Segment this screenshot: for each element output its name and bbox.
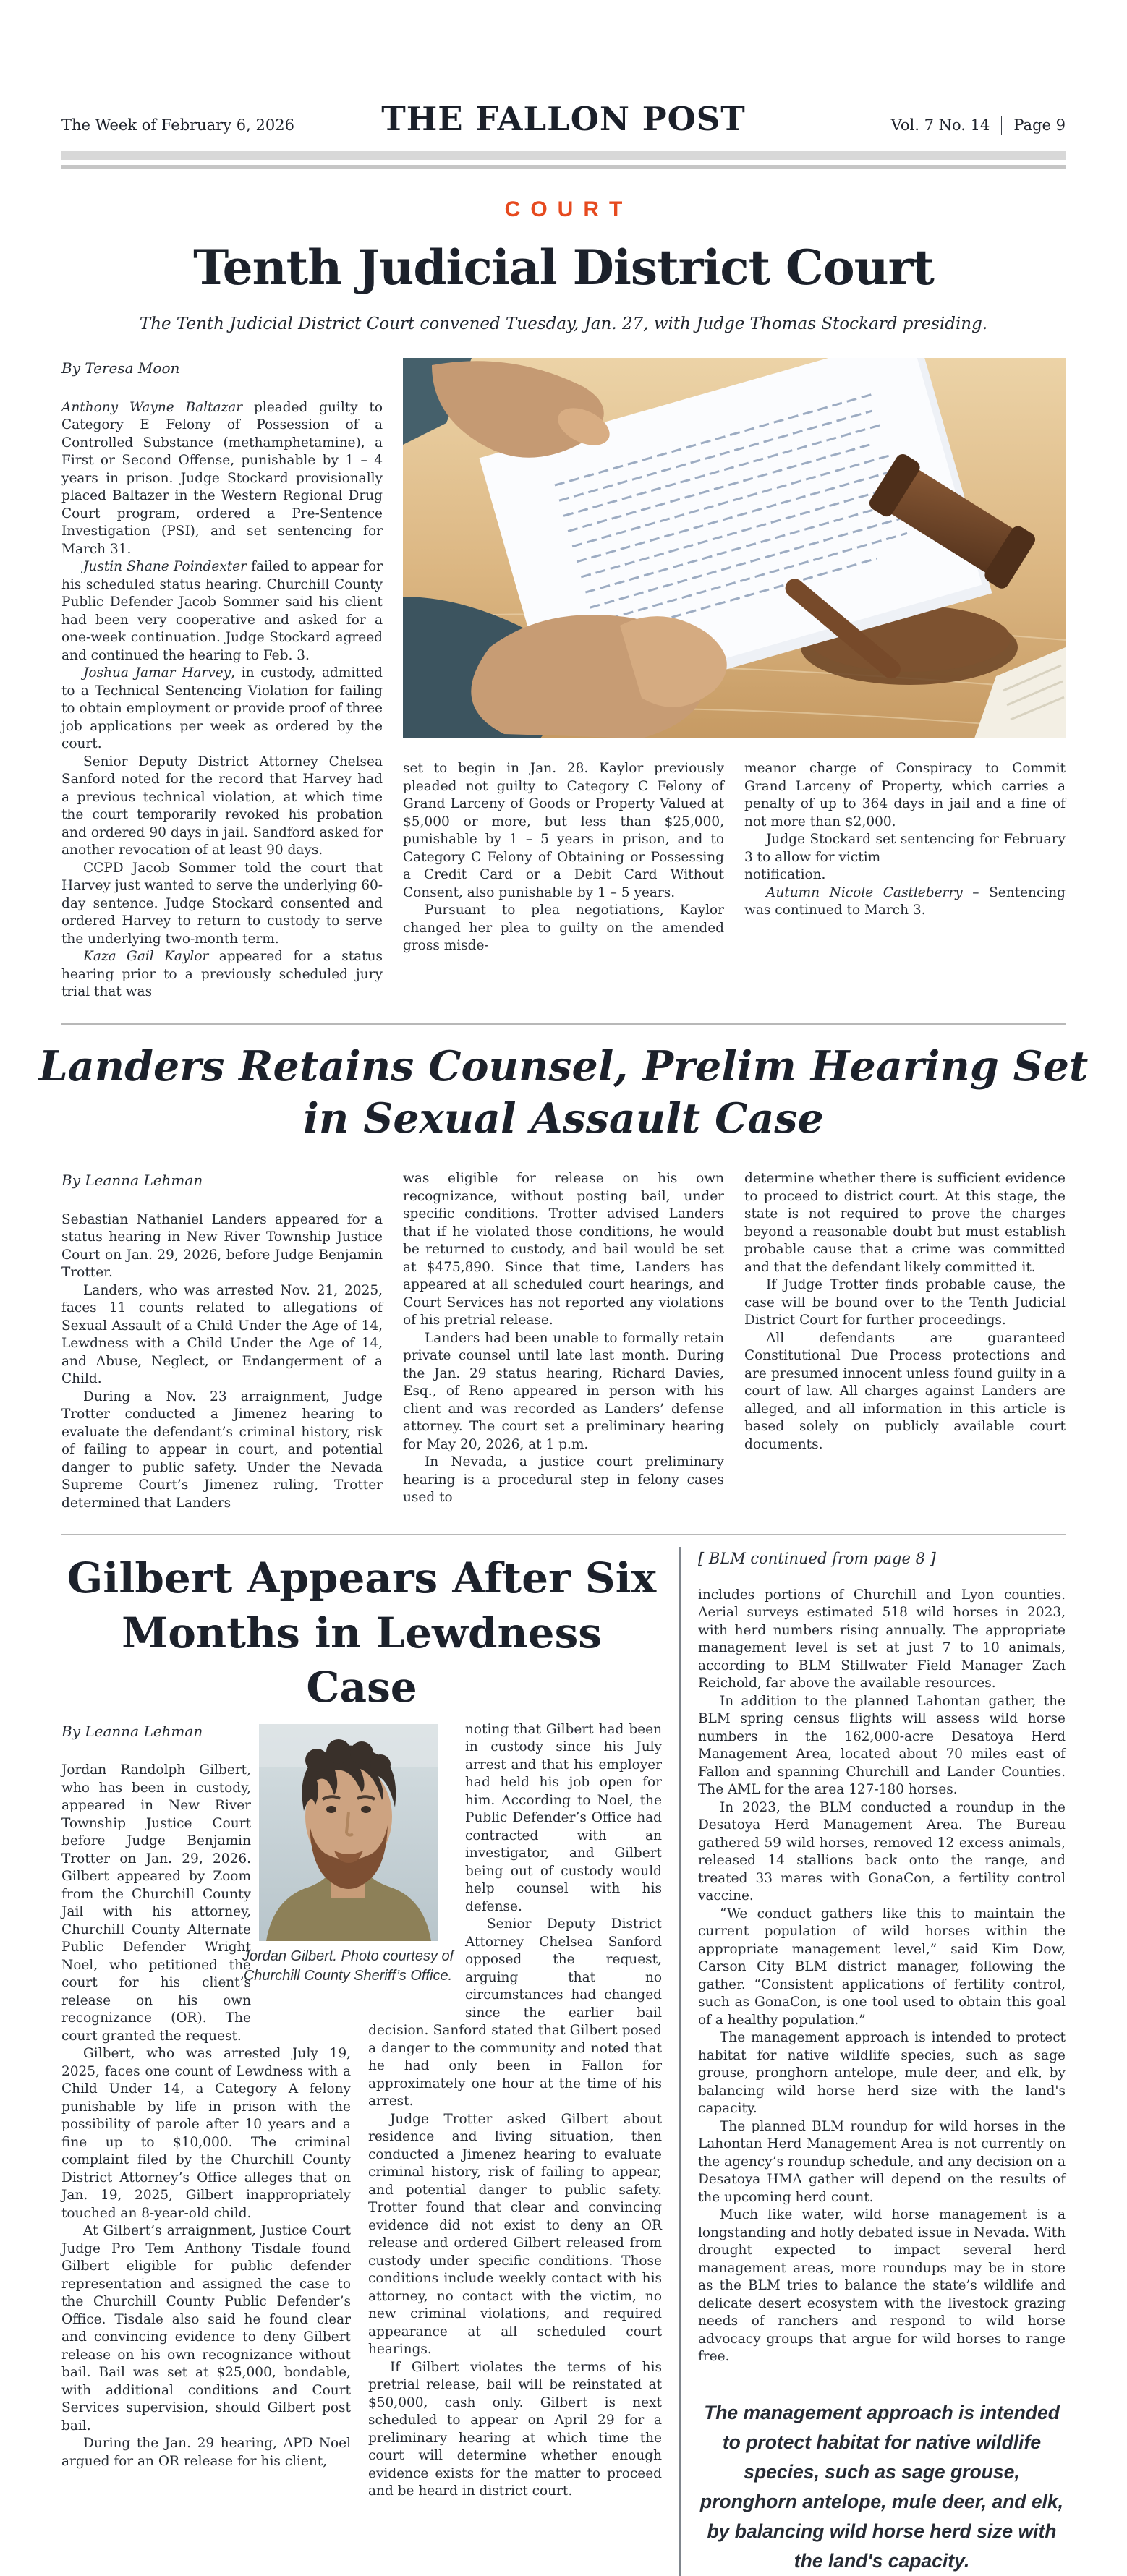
defendant-name: Joshua Jamar Harvey xyxy=(83,665,231,681)
pull-quote: The management approach is intended to protect habitat for native wildlife species, such as sage grouse, pronghorn antelope, mule deer, and elk, by balancing wild horse herd size with the land's capacity. xyxy=(699,2401,1064,2572)
body-paragraph: During the Jan. 29 hearing, APD Noel argued for an OR release for his client, xyxy=(61,2436,351,2469)
body-paragraph: In Nevada, a justice court preliminary hearing is a procedural step in felony cases used to xyxy=(403,1454,724,1506)
court-entry: Joshua Jamar Harvey, in custody, admitted to a Technical Sentencing Violation for failing to obtain employment or provide proof of three job applications per week as ordered by the court. xyxy=(61,665,383,751)
court-entry: Autumn Nicole Castleberry – Sentencing was continued to March 3. xyxy=(744,884,1066,918)
article2-col1 xyxy=(61,1170,383,1512)
body-paragraph: Senior Deputy District Attorney Chelsea Sanford opposed the request, arguing that no circumstances had changed since the earlier bail decision. Sanford stated that Gilbert posed a danger to the community and noted that he had only been in Fallon for approximately one hour at the time of his arrest. xyxy=(368,1916,662,2110)
court-entry: Anthony Wayne Baltazar pleaded guilty to Category E Felony of Possession of a Controlled Substance (methamphetamine), a First or Second Offense, punishable by 1 – 4 years in prison. Judge Stockard provisionally placed Baltazer in the Western Regional Drug Court program, ordered a Pre-Sentence Investigation (PSI), and set sentencing for March 31. xyxy=(61,399,383,557)
body-paragraph: If Gilbert violates the terms of his pretrial release, bail will be reinstated at $50,000, cash only. Gilbert is next scheduled to appear on April 29 for a preliminary hearing at which time the court will determine whether enough evidence exists for the matter to proceed and be heard in district court. xyxy=(368,2359,662,2499)
body-paragraph: meanor charge of Conspiracy to Commit Grand Larceny of Property, which carries a penalty of up to 364 days in jail and a fine of not more than $2,000. xyxy=(744,761,1066,829)
body-paragraph: Much like water, wild horse management is a longstanding and hotly debated issue in Nevada. With drought expected to impact several herd management areas, more roundups may be in store as the BLM tries to balance the state’s wildlife and delicate desert ecosystem with the livestock grazing needs of ranchers and respond to wild horse advocacy groups that argue for wild horses to range free. xyxy=(697,2207,1066,2365)
article3-body xyxy=(61,1721,662,2501)
page-number: Page 9 xyxy=(1013,116,1066,134)
body-paragraph: was eligible for release on his own recognizance, without posting bail, under specific conditions. Trotter advised Landers that if he violated those conditions, he would be returned to custody, and bail would be set at $475,890. Since that time, Landers has appeared at all scheduled court hearings, and Court Services has not reported any violations of his pretrial release. xyxy=(403,1171,724,1328)
defendant-name: Autumn Nicole Castleberry xyxy=(766,884,963,900)
body-paragraph: notification. xyxy=(744,867,826,882)
defendant-name: Justin Shane Poindexter xyxy=(83,559,247,574)
body-paragraph: Sebastian Nathaniel Landers appeared for a status hearing in New River Township Justice Court on Jan. 29, 2026, before Judge Benjamin Trotter. xyxy=(61,1211,383,1281)
court-entry: Justin Shane Poindexter failed to appear for his scheduled status hearing. Churchill County Public Defender Jacob Sommer said his client had been very cooperative and asked for a one-week continuation. Judge Stockard agreed and continued the hearing to Feb. 3. xyxy=(61,559,383,663)
body-paragraph: Landers had been unable to formally retain private counsel until late last month. During the Jan. 29 status hearing, Richard Davies, Esq., of Reno appeared in person with his client and was recorded as Landers’ defense attorney. The court set a preliminary hearing for May 20, 2026, at 1 p.m. xyxy=(403,1330,724,1452)
body-paragraph: Gilbert, who was arrested July 19, 2025, faces one count of Lewdness with a Child Under 14, a Category A felony punishable by life in prison with the possibility of parole after 10 years and a fine up to $10,000. The criminal complaint filed by the Churchill County District Attorney’s Office alleges that on Jan. 19, 2025, Gilbert inappropriately touched an 8-year-old child. xyxy=(61,2046,351,2221)
bottom-section xyxy=(61,1547,1066,2576)
jordan-gilbert-mugshot-photo xyxy=(259,1724,438,1941)
section-label-court: COURT xyxy=(504,197,633,221)
article2-headline: Landers Retains Counsel, Prelim Hearing Set in Sexual Assault Case xyxy=(38,1041,1089,1143)
body-paragraph: The planned BLM roundup for wild horses in the Lahontan Herd Management Area is not currently on the agency’s roundup schedule, and any decision on a Desatoya HMA gather will depend on the results of the upcoming herd count. xyxy=(697,2118,1066,2205)
article2-byline: By Leanna Lehman xyxy=(61,1172,203,1190)
article-divider xyxy=(61,1023,1066,1025)
body-paragraph: During a Nov. 23 arraignment, Judge Trotter conducted a Jimenez hearing to evaluate the defendant’s criminal history, risk of failing to appear in court, and potential danger to public safety. Under the Nevada Supreme Court’s Jimenez ruling, Trotter determined that Landers xyxy=(61,1389,383,1511)
issue-date: The Week of February 6, 2026 xyxy=(61,116,294,134)
body-paragraph: Jordan Randolph Gilbert, who has been in custody, appeared in New River Township Justice Court before Judge Benjamin Trotter on Jan. 29, 2026. Gilbert appeared by Zoom from the Churchill County Jail with his attorney, Churchill County Alternate Public Defender Wright Noel, who petitioned the court for his client’s release on his own recognizance (OR). The court granted the request. xyxy=(61,1762,251,2044)
body-paragraph: includes portions of Churchill and Lyon counties. Aerial surveys estimated 518 wild horses in 2023, with herd numbers rising annually. The appropriate management level is set at just 7 to 10 animals, according to BLM Stillwater Field Manager Zach Reichold, far above the available resources. xyxy=(697,1587,1066,1692)
article-divider xyxy=(61,1534,1066,1535)
article1-subhead: The Tenth Judicial District Court convened Tuesday, Jan. 27, with Judge Thomas Stockard presiding. xyxy=(139,315,988,333)
masthead-title: THE FALLON POST xyxy=(381,100,746,138)
blm-continuation-column xyxy=(698,1547,1066,2576)
body-paragraph: Pursuant to plea negotiations, Kaylor changed her plea to guilty on the amended gross misde- xyxy=(403,903,724,953)
defendant-name: Kaza Gail Kaylor xyxy=(83,949,209,964)
body-paragraph: Landers, who was arrested Nov. 21, 2025, faces 11 counts related to allegations of Sexual Assault of a Child Under the Age of 14, Lewdness with a Child Under the Age of 14, and Abuse, Neglect, or Endangerment of a Child. xyxy=(61,1282,383,1387)
body-paragraph: All defendants are guaranteed Constitutional Due Process protections and are presumed innocent unless found guilty in a court of law. All charges against Landers are alleged, and all information in this article is based solely on publicly available court documents. xyxy=(744,1330,1066,1452)
header-separator xyxy=(1001,116,1002,135)
body-paragraph: Judge Stockard set sentencing for February 3 to allow for victim xyxy=(744,832,1066,865)
volume-number: Vol. 7 No. 14 xyxy=(890,116,990,134)
article3-byline: By Leanna Lehman xyxy=(61,1722,203,1740)
body-paragraph: determine whether there is sufficient evidence to proceed to district court. At this stage, the state is not required to prove the charges beyond a reasonable doubt but must establish probable cause that a crime was committed and that the defendant likely committed it. xyxy=(744,1171,1066,1275)
mugshot-caption: Jordan Gilbert. Photo courtesy of Churchill County Sheriff’s Office. xyxy=(242,1948,454,1984)
volume-page xyxy=(746,116,1066,135)
body-paragraph: At Gilbert’s arraignment, Justice Court Judge Pro Tem Anthony Tisdale found Gilbert eligible for public defender representation and assigned the case to the Churchill County Public Defender’s Office. Tisdale also said he found clear and convincing evidence to deny Gilbert release on his own recognizance without bail. Bail was set at $25,000, bondable, with additional conditions and Court Services supervision, should Gilbert post bail. xyxy=(61,2223,351,2434)
page-header xyxy=(61,0,1066,138)
body-paragraph: In addition to the planned Lahontan gather, the BLM spring census flights will assess wild horse numbers in the 162,000-acre Desatoya Herd Management Area, located about 70 miles east of Fallon and spanning Churchill and Lander Counties. The AML for the area 127-180 horses. xyxy=(697,1693,1066,1798)
article1-byline: By Teresa Moon xyxy=(61,359,180,377)
body-paragraph: If Judge Trotter finds probable cause, the case will be bound over to the Tenth Judicial District Court for further proceedings. xyxy=(744,1277,1066,1328)
article2-col2 xyxy=(403,1170,724,1512)
body-paragraph: CCPD Jacob Sommer told the court that Harvey just wanted to serve the underlying 60-day sentence. Judge Stockard consented and ordered Harvey to return to custody to serve the underlying two-month term. xyxy=(61,860,383,947)
body-paragraph: noting that Gilbert had been in custody since his July arrest and that his employer had held his job open for him. According to Noel, the Public Defender’s Office had contracted with an investigator, and Gilbert being out of custody would help counsel with his defense. xyxy=(465,1721,662,1914)
article3-headline: Gilbert Appears After Six Months in Lewdness Case xyxy=(67,1553,657,1713)
header-rule-thin xyxy=(61,165,1066,169)
header-rule-thick xyxy=(61,151,1066,160)
body-paragraph: set to begin in Jan. 28. Kaylor previously pleaded not guilty to Category C Felony of Grand Larceny of Goods or Property Valued at $5,000 or more, but less than $25,000, punishable by 1 – 5 years in prison, and to Category C Felony of Obtaining or Possessing a Credit Card or a Debit Card Without Consent, also punishable by 1 – 5 years. xyxy=(403,761,724,900)
article1-col1 xyxy=(61,358,383,1002)
court-entry: Kaza Gail Kaylor appeared for a status hearing prior to a previously scheduled jury trial that was xyxy=(61,949,383,999)
article2-col3 xyxy=(744,1170,1066,1512)
body-paragraph: “We conduct gathers like this to maintain the current population of wild horses within the appropriate management level,” said Kim Dow, Carson City BLM district manager, following the gather. “Consistent applications of fertility control, such as GonaCon, is one tool used to obtain this goal of a healthy population.” xyxy=(697,1906,1066,2028)
body-paragraph: The management approach is intended to protect habitat for native wildlife species, such as sage grouse, pronghorn antelope, mule deer, and elk, by balancing wild horse herd size with the land's capacity. xyxy=(697,2030,1066,2117)
column-divider xyxy=(679,1547,681,2576)
body-paragraph: In 2023, the BLM conducted a roundup in the Desatoya Herd Management Area. The Bureau gathered 59 wild horses, removed 12 excess animals, released 14 stallions back onto the range, and treated 33 mares with GonaCon, a fertility control vaccine. xyxy=(697,1799,1066,1904)
article1-body xyxy=(61,358,1066,1002)
article1-headline: Tenth Judicial District Court xyxy=(193,239,934,296)
defendant-name: Anthony Wayne Baltazar xyxy=(61,399,243,415)
article3-gilbert xyxy=(61,1547,662,2576)
court-gavel-photo xyxy=(403,358,1066,738)
continued-from-label: [ BLM continued from page 8 ] xyxy=(697,1550,936,1568)
article2-body xyxy=(61,1170,1066,1512)
body-paragraph: Senior Deputy District Attorney Chelsea Sanford noted for the record that Harvey had a previous technical violation, at which time the court temporarily revoked his probation and ordered 90 days in jail. Sandford asked for another revocation of at least 90 days. xyxy=(61,754,383,858)
body-paragraph: Judge Trotter asked Gilbert about residence and living situation, then conducted a Jimenez hearing to evaluate criminal history, risk of failing to appear, and potential danger to public safety. Trotter found that clear and convincing evidence did not exist to deny an OR release and ordered Gilbert released from custody under specific conditions. Those conditions include weekly contact with his attorney, no contact with the victim, no new criminal violations, and required appearance at all scheduled court hearings. xyxy=(368,2111,662,2358)
